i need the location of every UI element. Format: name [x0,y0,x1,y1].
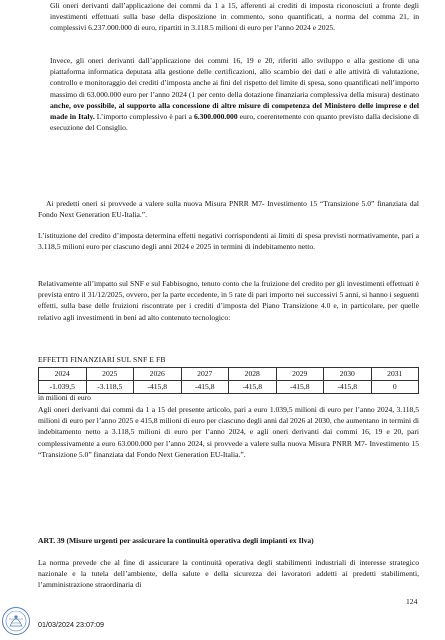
paragraph-oneri-riepilogo: Agli oneri derivanti dai commi da 1 a 15 del presente articolo, pari a euro 1.039,5 milioni di euro per l’anno 2024, 3.118,5 milioni di euro per l’anno 2025 e 415,8 milioni di euro per ciascuno degli anni dal 2026 al 2030, che aumentano in termini di indebitamento netto a 3.118,5 milioni di euro per l’anno 2024, e agli oneri derivanti dai commi 16, 19 e 20, pari complessivamente a euro 63.000.000 per l’anno 2024, si provvede a valere sulla nuova Misura PNRR M7- Investimento 15 “Transizione 5.0” finanziata dal Fondo Next Generation EU-Italia.”. [38,405,419,459]
table-cell-value: -1.039,5 [39,381,87,394]
paragraph-text: Invece, gli oneri derivanti dall’applicazione dei commi 16, 19 e 20, riferiti allo sviluppo e alla gestione di una piattaforma informatica deputata alla gestione delle certificazioni, allo scambio dei dati e alle attività di valutazione, controllo e monitoraggio dei crediti d’imposta anche ai fini del rispetto del limite di spesa, sono quantificati nell’importo massimo di 63.000.000 euro per l’anno 2024 (1 per cento della dotazione finanziaria complessiva della misura) destinato [50,56,419,99]
table-cell-year: 2028 [229,368,277,381]
paragraph-text: euro, coerentemente con quanto previsto dalla decisione di esecuzione del Consiglio. [50,112,419,133]
table-cell-year: 2031 [371,368,419,381]
paragraph-art-39: La norma prevede che al fine di assicurare la continuità operativa degli stabilimenti industriali di interesse strategico nazionale e la tutela dell’ambiente, della salute e della sicurezza dei lavoratori addetti ai predetti stabilimenti, l’amministrazione straordinaria di [38,558,419,590]
financial-effects-table [38,367,419,394]
table-cell-value: -415,8 [324,381,372,394]
table-cell-year: 2026 [134,368,182,381]
table-cell-year: 2024 [39,368,87,381]
table-header-row [39,368,419,381]
table-cell-year: 2029 [276,368,324,381]
paragraph-oneri-commi-1-15: Gli oneri derivanti dall’applicazione dei commi da 1 a 15, afferenti ai crediti di imposta riconosciuti a fronte degli investimenti effettuati sulla base della disposizione in commento, sono quantificati, a norma del comma 21, in complessivi 6.237.000.000 di euro, ripartiti in 3.118.5 milioni di euro per l’anno 2024 e 2025. [50,1,419,33]
table-cell-value: -415,8 [134,381,182,394]
page-number: 124 [406,597,418,606]
table-cell-year: 2027 [181,368,229,381]
timestamp: 01/03/2024 23:07:09 [38,620,104,629]
table-cell-year: 2030 [324,368,372,381]
table-cell-year: 2025 [86,368,134,381]
table-caption: EFFETTI FINANZIARI SUL SNF E FB [38,355,166,364]
table-cell-value: -415,8 [181,381,229,394]
table-cell-value: 0 [371,381,419,394]
table-cell-value: -3.118,5 [86,381,134,394]
table-units: in milioni di euro [38,393,91,402]
paragraph-impatto-snf: Relativamente all’impatto sul SNF e sul Fabbisogno, tenuto conto che la fruizione del credito per gli investimenti effettuati è prevista entro il 31/12/2025, ovvero, per la parte eccedente, in 5 rate di pari importo nei successivi 5 anni, si hanno i seguenti effetti, sulla base delle fruizioni riscontrate per i crediti d’imposta del Piano Transizione 4.0 e, in particolare, per quelle relativo agli investimenti in beni ad alto contenuto tecnologico: [38,279,419,322]
paragraph-oneri-piattaforma [50,55,419,133]
article-title: ART. 39 (Misure urgenti per assicurare la continuità operativa degli impianti ex Ilva) [38,536,314,545]
table-cell-value: -415,8 [229,381,277,394]
bold-text: anche, ove possibile, al supporto alla concessione di altre misure di competenza del Ministero delle imprese e del made in Italy. [50,100,419,122]
official-seal-icon [1,606,31,636]
table-values-row [39,381,419,394]
table-cell-value: -415,8 [276,381,324,394]
bold-amount: 6.300.000.000 [193,112,238,122]
paragraph-indebitamento: L’istituzione del credito d’imposta determina effetti negativi corrispondenti ai limiti di spesa previsti normativamente, pari a 3.118,5 milioni euro per ciascuno degli anni 2024 e 2025 in termini di indebitamento netto. [38,231,419,252]
paragraph-copertura-pnrr: Ai predetti oneri si provvede a valere sulla nuova Misura PNRR M7- Investimento 15 “Transizione 5.0” finanziata dal Fondo Next Generation EU-Italia.”. [38,199,419,220]
paragraph-text: L’importo complessivo è pari a [94,112,194,122]
